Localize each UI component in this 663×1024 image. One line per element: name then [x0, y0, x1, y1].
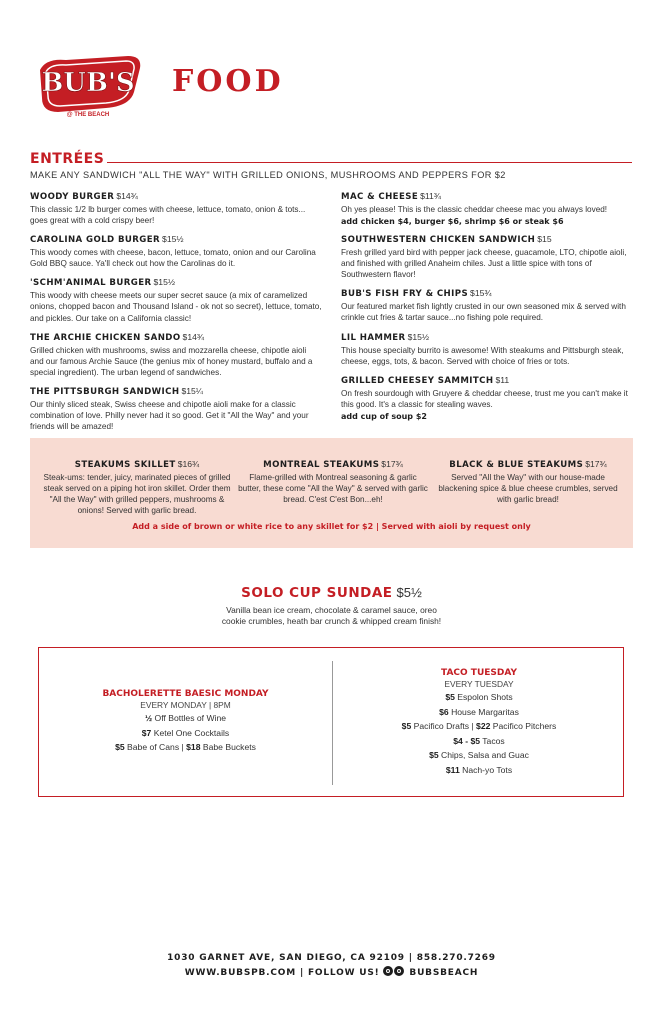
menu-item	[341, 186, 633, 226]
logo-tagline: @ THE BEACH	[66, 112, 110, 118]
special-text: Babe of Cans |	[127, 742, 184, 752]
facebook-icon[interactable]	[394, 966, 404, 976]
special-price: $6	[439, 706, 449, 717]
entrees-left-column	[30, 186, 322, 435]
item-price: $15¼	[181, 385, 203, 396]
special-price: $5	[429, 750, 439, 760]
bubs-logo	[36, 52, 146, 118]
tuesday-special	[333, 668, 625, 777]
special-price: $11	[445, 764, 460, 775]
item-price: $15½	[407, 331, 430, 342]
special-price: $7	[141, 727, 152, 738]
special-title: BACHOLERETTE BAESIC MONDAY	[102, 689, 269, 699]
item-addon: add chicken $4, burger $6, shrimp $6 or steak $6	[341, 217, 564, 227]
special-text: Tacos	[482, 735, 505, 746]
instagram-icon[interactable]	[383, 966, 393, 976]
sundae-name: SOLO CUP SUNDAE	[241, 585, 393, 601]
menu-item	[341, 327, 633, 367]
item-description: Our featured market fish lightly crusted in our own seasoned mix & served with crinkle cut fries & tartar sauce...no fishing pole required.	[341, 302, 626, 323]
item-description: Grilled chicken with mushrooms, swiss and mozzarella cheese, chipotle aioli and our famous Archie Sauce (the genius mix of honey mustard, buffalo and a special ingredient). The urban legend of sandwiches.	[30, 345, 313, 377]
special-subtitle: EVERY TUESDAY	[444, 679, 514, 689]
item-description: This house specialty burrito is awesome! With steakums and Pittsburgh steak, cheese, eggs, tots, & bacon. Served with choice of fries or tots.	[341, 345, 624, 366]
item-price: $16¾	[177, 459, 200, 469]
special-text: House Margaritas	[451, 706, 519, 717]
special-line	[333, 734, 625, 749]
steakums-section	[30, 438, 633, 548]
steakums-item	[238, 454, 428, 505]
menu-item	[341, 229, 633, 280]
item-name: SOUTHWESTERN CHICKEN SANDWICH	[341, 235, 536, 246]
menu-item	[30, 327, 322, 378]
item-description: This classic 1/2 lb burger comes with cheese, lettuce, tomato, onion & tots... goes great with a cold crispy beer!	[30, 205, 306, 226]
special-text: Ketel One Cocktails	[153, 727, 230, 738]
special-price: $5	[401, 721, 412, 731]
menu-item	[341, 370, 633, 421]
special-text: Off Bottles of Wine	[154, 713, 227, 723]
item-name: CAROLINA GOLD BURGER	[30, 235, 161, 246]
menu-item	[30, 272, 322, 323]
item-name: BLACK & BLUE STEAKUMS	[449, 460, 584, 470]
special-text: Babe Buckets	[202, 742, 256, 752]
special-text: Chips, Salsa and Guac	[441, 750, 529, 760]
special-text: Pacifico Pitchers	[492, 721, 557, 731]
special-price: $22	[476, 721, 491, 731]
item-price: $17¾	[585, 459, 607, 469]
special-text: Espolon Shots	[457, 692, 513, 702]
steakums-item	[433, 454, 623, 505]
entrees-heading: ENTRÉES	[30, 151, 105, 167]
item-description: Steak-ums: tender, juicy, marinated pieces of grilled steak served on a piping hot iron skillet. Order them "All the Way" with grilled peppers, mushrooms & onions! Served with garlic bread.	[43, 473, 231, 515]
item-name: THE PITTSBURGH SANDWICH	[30, 386, 180, 397]
sundae-desc-line: cookie crumbles, heath bar crunch & whipped cream finish!	[221, 616, 442, 626]
menu-item	[30, 229, 322, 269]
special-line	[333, 748, 625, 763]
item-price: $14¾	[182, 331, 205, 342]
item-addon: add cup of soup $2	[341, 411, 427, 421]
entrees-rule	[107, 162, 632, 163]
menu-item	[30, 381, 322, 432]
special-line	[39, 726, 332, 741]
special-price: ½	[144, 713, 153, 723]
item-price: $11¾	[420, 191, 441, 201]
special-line	[333, 719, 625, 734]
item-name: THE ARCHIE CHICKEN SANDO	[30, 332, 181, 343]
special-text: Pacifico Drafts |	[413, 721, 474, 731]
item-name: WOODY BURGER	[30, 192, 115, 202]
footer-website[interactable]: WWW.BUBSPB.COM | FOLLOW US!	[184, 968, 380, 978]
special-price: $5	[115, 742, 125, 752]
sundae-desc-line: Vanilla bean ice cream, chocolate & caramel sauce, oreo	[226, 605, 437, 615]
social-handle[interactable]: BUBSBEACH	[409, 968, 479, 978]
special-line	[39, 711, 332, 726]
item-description: Flame-grilled with Montreal seasoning & garlic butter, these come "All the Way" & served with garlic bread. C'est C'est Bon...eh!	[238, 473, 428, 504]
special-subtitle: EVERY MONDAY | 8PM	[140, 700, 231, 710]
special-title: TACO TUESDAY	[441, 668, 517, 678]
item-price: $15¾	[470, 288, 492, 299]
steakums-note: Add a side of brown or white rice to any skillet for $2 | Served with aioli by request only	[132, 522, 531, 531]
item-price: $11	[495, 374, 510, 385]
item-name: BUB'S FISH FRY & CHIPS	[341, 289, 469, 300]
specials-box	[38, 647, 624, 797]
item-name: LIL HAMMER	[341, 332, 406, 343]
item-description: This woody comes with cheese, bacon, lettuce, tomato, onion and our Carolina Gold BBQ sauce. Ya'll check out how the Carolinas do it.	[30, 248, 316, 269]
sundae-section	[0, 584, 663, 627]
footer-address: 1030 GARNET AVE, SAN DIEGO, CA 92109 | 858.270.7269	[167, 953, 496, 963]
special-price: $5	[445, 692, 455, 702]
monday-special	[39, 689, 332, 755]
item-price: $15½	[153, 277, 176, 288]
special-text: Nach-yo Tots	[462, 764, 513, 775]
special-line	[39, 740, 332, 755]
special-line	[333, 690, 625, 705]
entrees-right-column	[341, 186, 633, 424]
entrees-note: MAKE ANY SANDWICH "ALL THE WAY" WITH GRILLED ONIONS, MUSHROOMS AND PEPPERS FOR $2	[30, 170, 506, 180]
item-description: On fresh sourdough with Gruyere & cheddar cheese, trust me you can't make it this good. It's a classic for stealing waves.	[341, 388, 628, 409]
menu-item	[341, 283, 633, 323]
item-name: GRILLED CHEESEY SAMMITCH	[341, 375, 494, 386]
special-line	[333, 705, 625, 720]
item-description: Our thinly sliced steak, Swiss cheese and chipotle aioli make for a classic combination of love. Philly never had it so good. Get it "All the Way" and your friends will be amazed!	[30, 399, 309, 432]
footer-web-line	[0, 966, 663, 981]
item-name: 'SCHM'ANIMAL BURGER	[30, 278, 152, 289]
special-price: $18	[186, 742, 201, 752]
sundae-description	[0, 605, 663, 627]
item-name: MAC & CHEESE	[341, 192, 419, 202]
item-price: $15½	[162, 234, 184, 245]
special-line	[333, 763, 625, 778]
item-name: MONTREAL STEAKUMS	[263, 460, 380, 470]
item-name: STEAKUMS SKILLET	[74, 460, 176, 470]
item-price: $17¾	[381, 459, 403, 469]
sundae-price: $5½	[396, 585, 422, 600]
item-price: $14¾	[116, 191, 138, 201]
item-description: This woody with cheese meets our super secret sauce (a mix of caramelized onions, chopped bacon and Thousand Island - ok not so secret), lettuce, tomato, and pickles. Our take on a California classic!	[30, 291, 322, 323]
footer	[0, 951, 663, 981]
logo-text: BUB'S	[41, 68, 135, 98]
page-title: FOOD	[172, 64, 284, 99]
item-description: Fresh grilled yard bird with pepper jack cheese, guacamole, LTO, chipotle aioli, and finished with grilled Anaheim chiles. Just a little spice with tons of Southwestern flavor!	[341, 248, 627, 280]
special-price: $4 - $5	[453, 735, 481, 746]
item-description: Oh yes please! This is the classic cheddar cheese mac you always loved!	[341, 205, 608, 214]
menu-item	[30, 186, 322, 226]
item-description: Served "All the Way" with our house-made blackening spice & blue cheese crumbles, served with garlic bread!	[438, 473, 618, 504]
steakums-item	[42, 454, 232, 516]
item-price: $15	[537, 234, 552, 245]
